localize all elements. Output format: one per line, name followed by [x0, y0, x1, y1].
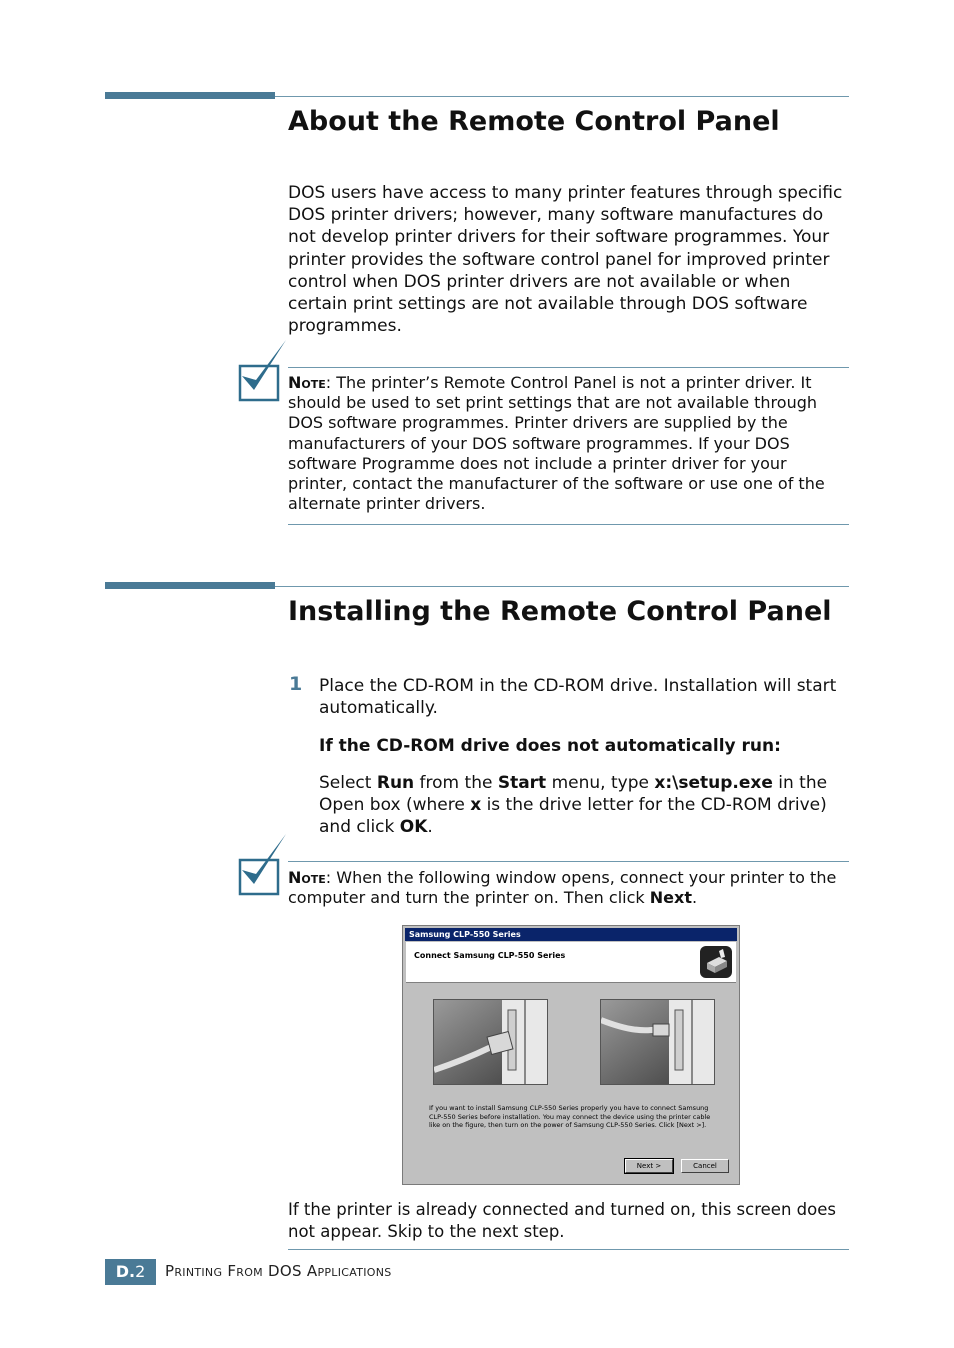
note-rule-top	[288, 367, 849, 368]
connect-cable-image-right	[600, 999, 715, 1085]
page-number-badge	[105, 1259, 156, 1285]
section-rule-thin	[275, 586, 849, 587]
instr-command: x:\setup.exe	[654, 773, 773, 793]
closing-paragraph: If the printer is already connected and turned on, this screen does not appear. Skip to the next step.	[288, 1200, 836, 1242]
cable-illustration-right	[601, 1000, 715, 1085]
note-next: Next	[649, 888, 692, 908]
instr-x: x	[470, 795, 482, 816]
section-rule-thin	[275, 96, 849, 97]
note-text: .	[691, 888, 698, 908]
note-text: : The printer’s Remote Control Panel is not a printer driver. It should be used to set print settings that are not available through DOS software programmes. Printer drivers are supplied by the manufacturers of your DOS software programmes. If your DOS software Programme does not include a printer driver for your printer, contact the manufacturer of the software or use one of the alternate printer drivers.	[288, 373, 825, 514]
note-text: : When the following window opens, connect your printer to the computer and turn the printer on. Then click	[288, 868, 837, 908]
footer-chapter-title: Printing From DOS Applications	[165, 1262, 392, 1280]
printer-icon	[699, 945, 733, 979]
dialog-header-text: Connect Samsung CLP-550 Series	[414, 951, 566, 960]
page-number: 2	[135, 1262, 146, 1281]
cable-illustration-left	[434, 1000, 548, 1085]
instr-text: in the Open box (where	[319, 773, 828, 816]
note-rule-bottom	[288, 524, 849, 525]
note-rule-top	[288, 861, 849, 862]
dialog-next-button[interactable]: Next >	[625, 1159, 673, 1173]
instr-text: menu, type	[546, 773, 655, 793]
instr-start: Start	[497, 773, 547, 793]
step-text: Place the CD-ROM in the CD-ROM drive. Installation will start automatically.	[319, 676, 837, 719]
dialog-title-bar: Samsung CLP-550 Series	[405, 928, 737, 941]
section-rule-thick	[105, 582, 275, 589]
note-remote-panel	[288, 373, 850, 514]
instr-text: .	[427, 817, 433, 838]
connect-cable-image-left	[433, 999, 548, 1085]
dialog-header	[406, 942, 736, 983]
section-heading-about: About the Remote Control Panel	[288, 106, 780, 137]
installer-dialog-screenshot	[402, 925, 740, 1185]
dialog-cancel-button[interactable]: Cancel	[681, 1159, 729, 1173]
instr-text: is the drive letter for the CD-ROM drive) and click	[319, 795, 827, 838]
checkmark-note-icon	[236, 832, 288, 898]
step-number: 1	[289, 673, 303, 695]
step-instructions	[319, 772, 849, 839]
note-window-opens	[288, 868, 850, 908]
section-heading-installing: Installing the Remote Control Panel	[288, 596, 832, 627]
dialog-message: If you want to install Samsung CLP-550 Series properly you have to connect Samsung CLP-550 Series before installation. You may connect the device using the printer cable like on the figure, then turn on the power of Samsung CLP-550 Series. Click [Next >].	[429, 1104, 711, 1130]
step-subheading: If the CD-ROM drive does not automatically run:	[319, 736, 781, 756]
note-label: Note	[288, 373, 326, 392]
instr-text: Select	[319, 773, 377, 793]
note-label: Note	[288, 868, 326, 887]
checkmark-note-icon	[236, 338, 288, 404]
footer-rule	[288, 1249, 849, 1250]
section-rule-thick	[105, 92, 275, 99]
instr-run: Run	[376, 773, 415, 793]
page-section-letter: D.	[115, 1262, 136, 1281]
intro-paragraph: DOS users have access to many printer features through specific DOS printer drivers; however, many software manufactures do not develop printer drivers for their software programmes. Your printer provides the software control panel for improved printer control when DOS printer drivers are not available or when certain print settings are not available through DOS software programmes.	[288, 183, 843, 337]
instr-ok: OK	[399, 817, 428, 838]
instr-text: from the	[414, 773, 498, 793]
